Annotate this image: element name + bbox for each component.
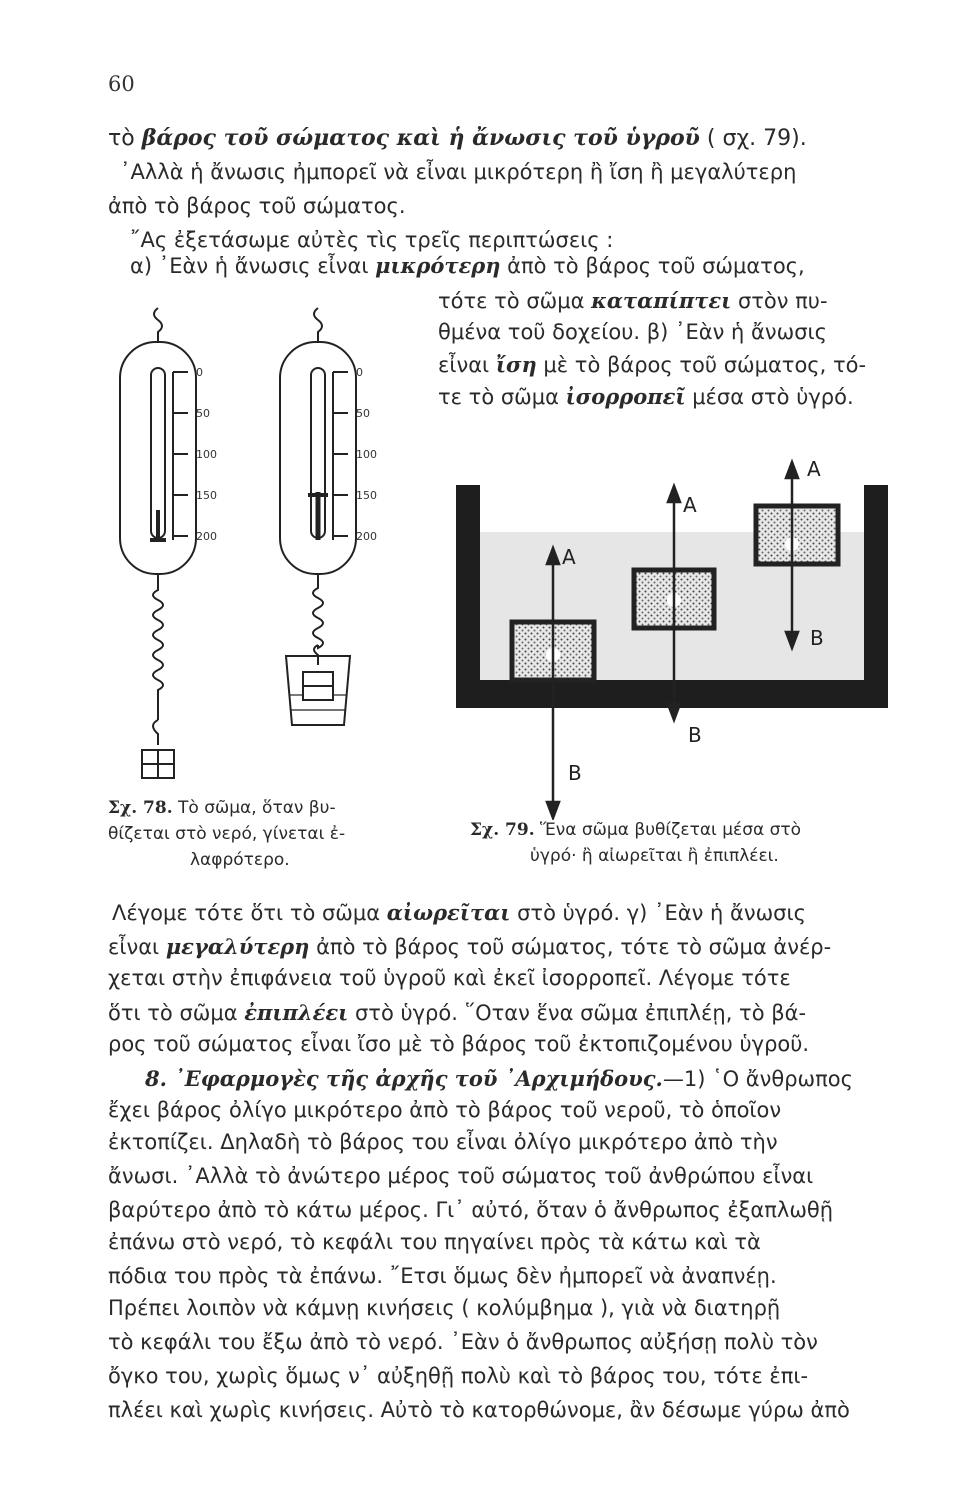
text-fragment: ἀπὸ τὸ βάρος τοῦ σώματος, — [500, 254, 805, 278]
caption-label: Σχ. 78. — [108, 798, 173, 818]
emphasis-text: μεγαλύτερη — [165, 934, 310, 959]
emphasis-text: καταπίπτει — [591, 288, 732, 313]
text-fragment: τὸ — [108, 126, 142, 151]
text-fragment: στὸ ὑγρό. ῞Οταν ἕνα σῶμα ἐπιπλέῃ, τὸ βά- — [348, 1001, 807, 1025]
figure-78-caption-line — [108, 798, 336, 818]
scale-label: 100 — [196, 448, 217, 461]
force-label-a: A — [683, 493, 697, 517]
scale-label: 150 — [356, 489, 377, 502]
page-number: 60 — [108, 72, 135, 96]
text-line: θμένα τοῦ δοχείου. β) ᾿Εὰν ἡ ἄνωσις — [438, 320, 827, 344]
force-label-a: A — [562, 545, 576, 569]
text-line: πλέει καὶ χωρὶς κινήσεις. Αὐτὸ τὸ κατορθώνομε, ἂν δέσωμε γύρω ἀπὸ — [108, 1398, 850, 1422]
text-line: ῎Ας ἐξετάσωμε αὐτὲς τὶς τρεῖς περιπτώσεις : — [130, 228, 614, 252]
text-fragment: ἀπὸ τὸ βάρος τοῦ σώματος, τότε τὸ σῶμα ἀνέρ- — [309, 935, 832, 959]
balance-2-spring — [313, 574, 323, 648]
scale-label: 0 — [356, 366, 363, 379]
figure-79-liquid-tank — [440, 440, 900, 820]
text-fragment: μέσα στὸ ὑγρό. — [685, 385, 854, 409]
text-line: ρος τοῦ σώματος εἶναι ἴσο μὲ τὸ βάρος τοῦ ἐκτοπιζομένου ὑγροῦ. — [108, 1032, 810, 1056]
emphasis-text: ἰσορροπεῖ — [565, 384, 686, 409]
text-line — [130, 253, 805, 278]
text-fragment: μὲ τὸ βάρος τοῦ σώματος, τό- — [536, 353, 867, 377]
text-fragment: Λέγομε τότε ὅτι τὸ σῶμα — [112, 901, 387, 925]
text-line: ᾿Αλλὰ ἡ ἄνωσις ἠμπορεῖ νὰ εἶναι μικρότερη ἢ ἴση ἢ μεγαλύτερη — [120, 160, 797, 184]
text-line — [438, 384, 854, 409]
text-fragment: εἶναι — [108, 935, 166, 959]
floating-body — [756, 506, 838, 564]
figure-78-caption-line: θίζεται στὸ νερό, γίνεται ἐ- — [108, 824, 346, 844]
text-fragment: τότε τὸ σῶμα — [438, 289, 592, 313]
hook-icon — [314, 308, 322, 342]
emphasis-text: αἰωρεῖται — [386, 900, 511, 925]
figure-78-caption-line: λαφρότερο. — [190, 850, 290, 870]
balance-1-spring — [153, 574, 163, 720]
emphasis-text: ἐπιπλέει — [244, 1000, 349, 1025]
text-line: πόδια του πρὸς τὰ ἐπάνω. ῎Ετσι ὅμως δὲν ἠμπορεῖ νὰ ἀναπνέῃ. — [108, 1264, 777, 1288]
hook-icon — [154, 308, 162, 342]
emphasis-text: μικρότερη — [375, 253, 501, 278]
emphasis-text: βάρος τοῦ σώματος καὶ ἡ ἄνωσις τοῦ ὑγροῦ — [141, 125, 700, 151]
text-line: χεται στὴν ἐπιφάνεια τοῦ ὑγροῦ καὶ ἐκεῖ ἰσορροπεῖ. Λέγομε τότε — [108, 966, 791, 990]
figure-78-spring-balances — [100, 300, 430, 790]
text-fragment: α) ᾿Εὰν ἡ ἄνωσις εἶναι — [130, 254, 376, 278]
scale-label: 150 — [196, 489, 217, 502]
text-fragment: στὸν πυ- — [731, 289, 828, 313]
scale-label: 100 — [356, 448, 377, 461]
text-line: ὄγκο του, χωρὶς ὅμως ν᾿ αὐξηθῇ πολὺ καὶ τὸ βάρος του, τότε ἐπι- — [108, 1364, 809, 1388]
text-fragment: τε τὸ σῶμα — [438, 385, 566, 409]
text-fragment: —1) ῾Ο ἄνθρωπος — [662, 1067, 853, 1091]
text-line: ἐπάνω στὸ νερό, τὸ κεφάλι του πηγαίνει πρὸς τὰ κάτω καὶ τὰ — [108, 1230, 761, 1254]
figure-79-caption-line — [470, 820, 801, 840]
caption-label: Σχ. 79. — [470, 820, 535, 840]
text-fragment: ( σχ. 79). — [699, 126, 807, 151]
text-line: ἄνωσι. ᾿Αλλὰ τὸ ἀνώτερο μέρος τοῦ σώματος τοῦ ἀνθρώπου εἶναι — [108, 1164, 814, 1188]
force-label-b: B — [568, 761, 582, 785]
force-label-b: B — [688, 723, 702, 747]
text-line: βαρύτερο ἀπὸ τὸ κάτω μέρος. Γι᾿ αὐτό, ὅταν ὁ ἄνθρωπος ἐξαπλωθῇ — [108, 1198, 834, 1222]
force-label-b: B — [810, 626, 824, 650]
section-number: 8. — [145, 1066, 167, 1091]
text-line — [108, 125, 807, 151]
text-line: τὸ κεφάλι του ἔξω ἀπὸ τὸ νερό. ᾿Εὰν ὁ ἄνθρωπος αὐξήσῃ πολὺ τὸν — [108, 1330, 818, 1354]
text-line — [108, 1000, 806, 1025]
text-line — [145, 1066, 853, 1091]
section-heading: ᾿Εφαρμογὲς τῆς ἀρχῆς τοῦ ᾿Αρχιμήδους. — [166, 1066, 663, 1091]
text-fragment: ὅτι τὸ σῶμα — [108, 1001, 245, 1025]
water-beaker — [286, 656, 350, 725]
scale-label: 200 — [356, 530, 377, 543]
scale-label: 0 — [196, 366, 203, 379]
text-line — [438, 288, 828, 313]
text-line: ἀπὸ τὸ βάρος τοῦ σώματος. — [108, 194, 406, 218]
force-label-a: A — [807, 457, 821, 481]
emphasis-text: ἴση — [495, 352, 537, 377]
figure-79-caption-line: ὑγρό· ἢ αἰωρεῖται ἢ ἐπιπλέει. — [530, 846, 779, 866]
scale-label: 200 — [196, 530, 217, 543]
text-line: Πρέπει λοιπὸν νὰ κάμνῃ κινήσεις ( κολύμβημα ), γιὰ νὰ διατηρῇ — [108, 1296, 781, 1320]
text-fragment: στὸ ὑγρό. γ) ᾿Εὰν ἡ ἄνωσις — [510, 901, 806, 925]
text-line: ἐκτοπίζει. Δηλαδὴ τὸ βάρος του εἶναι ὀλίγο μικρότερο ἀπὸ τὴν — [108, 1130, 778, 1154]
text-line — [438, 352, 866, 377]
caption-text: Τὸ σῶμα, ὅταν βυ- — [172, 798, 336, 818]
scale-label: 50 — [196, 407, 210, 420]
text-line — [108, 934, 831, 959]
text-fragment: εἶναι — [438, 353, 496, 377]
scale-label: 50 — [356, 407, 370, 420]
caption-text: Ἕνα σῶμα βυθίζεται μέσα στὸ — [534, 820, 802, 840]
text-line: ἔχει βάρος ὀλίγο μικρότερο ἀπὸ τὸ βάρος τοῦ νεροῦ, τὸ ὁποῖον — [108, 1098, 782, 1122]
text-line — [112, 900, 806, 925]
